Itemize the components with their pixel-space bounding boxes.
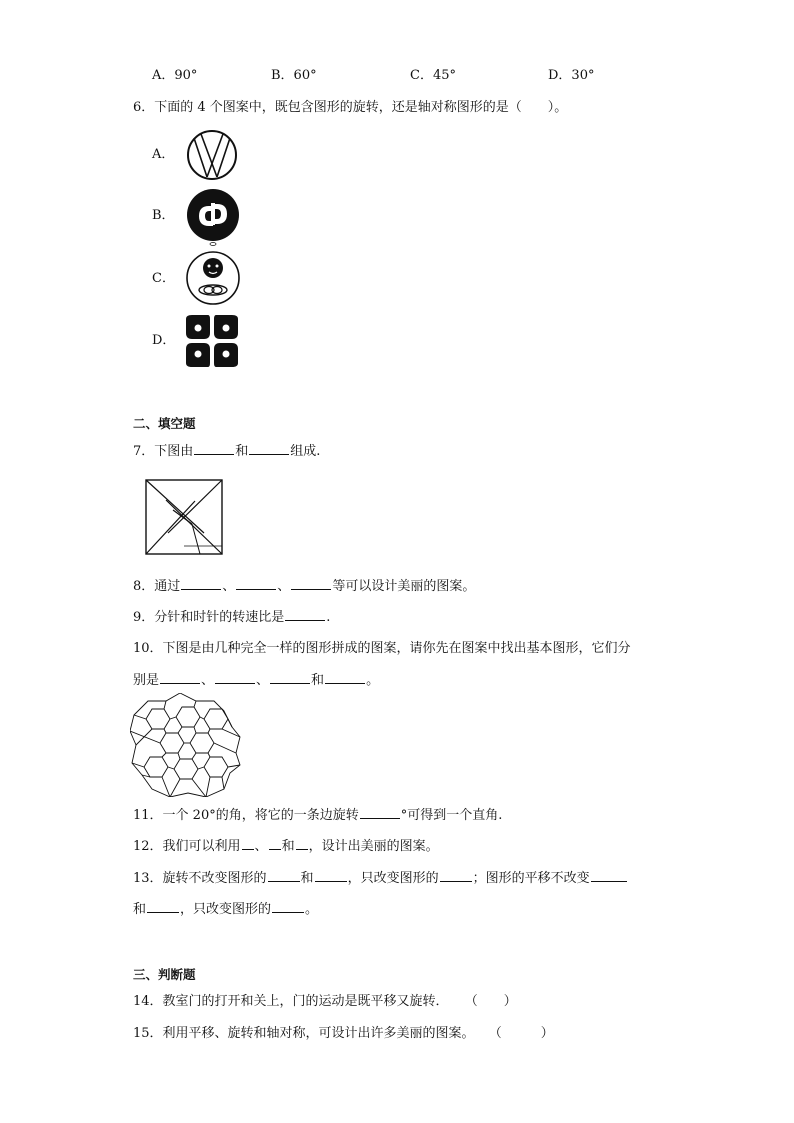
q13-text-d: ，只改变图形的 bbox=[180, 902, 272, 917]
q7-text-b: 和 bbox=[235, 444, 249, 459]
q13-blank-4[interactable] bbox=[591, 869, 627, 882]
q7-text-c: 组成. bbox=[290, 444, 321, 459]
q13-blank-1[interactable] bbox=[268, 869, 300, 882]
q13-blank-2[interactable] bbox=[315, 869, 347, 882]
q5-option-b: B．60° bbox=[271, 68, 317, 83]
q12-text-a: 12．我们可以利用 bbox=[133, 839, 241, 854]
q10-blank-4[interactable] bbox=[325, 671, 365, 684]
q10-end: 。 bbox=[366, 673, 380, 688]
q5-option-d: D．30° bbox=[548, 68, 595, 83]
q7 bbox=[133, 442, 320, 461]
q13-and-2: 和 bbox=[133, 902, 147, 917]
section-heading-true-false: 三、判断题 bbox=[133, 967, 196, 982]
section-heading-fill-in: 二、填空题 bbox=[133, 416, 196, 431]
q11 bbox=[133, 806, 502, 825]
q6-option-d-label: D． bbox=[152, 333, 176, 348]
q13-end: 。 bbox=[305, 902, 319, 917]
q13-text-a: 13．旋转不改变图形的 bbox=[133, 871, 267, 886]
q8-text-a: 8．通过 bbox=[133, 579, 181, 594]
q6-option-b-label: B． bbox=[152, 208, 175, 223]
q13-text-b: ，只改变图形的 bbox=[347, 871, 439, 886]
q13-line-1 bbox=[133, 869, 628, 888]
q8 bbox=[133, 577, 475, 596]
q9 bbox=[133, 608, 330, 627]
q13-line-2 bbox=[133, 900, 318, 919]
q10-blank-3[interactable] bbox=[270, 671, 310, 684]
q13-blank-3[interactable] bbox=[440, 869, 472, 882]
q6-stem: 6．下面的 4 个图案中，既包含图形的旋转，还是轴对称图形的是（ ）。 bbox=[133, 100, 568, 115]
q9-text-b: . bbox=[326, 610, 331, 625]
q8-blank-2[interactable] bbox=[236, 577, 276, 590]
q8-sep-2: 、 bbox=[277, 579, 291, 594]
q10-line-2 bbox=[133, 671, 379, 690]
q6-option-c-label: C． bbox=[152, 271, 175, 286]
q10-sep-2: 、 bbox=[256, 673, 270, 688]
q6-option-a-label: A． bbox=[152, 147, 175, 162]
q13-text-c: ；图形的平移不改变 bbox=[472, 871, 590, 886]
q13-blank-6[interactable] bbox=[272, 900, 304, 913]
q9-blank[interactable] bbox=[285, 608, 325, 621]
q12-blank-3[interactable] bbox=[296, 837, 308, 850]
q9-text-a: 9．分针和时针的转速比是 bbox=[133, 610, 285, 625]
q11-text-b: °可得到一个直角. bbox=[400, 808, 503, 823]
q14 bbox=[133, 993, 517, 1011]
q8-sep-1: 、 bbox=[222, 579, 236, 594]
q15-answer-paren[interactable]: （ ） bbox=[488, 1026, 554, 1041]
q13-and-1: 和 bbox=[300, 871, 314, 886]
q8-text-c: 等可以设计美丽的图案。 bbox=[332, 579, 476, 594]
q7-blank-1[interactable] bbox=[194, 442, 234, 455]
q8-blank-3[interactable] bbox=[291, 577, 331, 590]
q11-text-a: 11．一个 20°的角，将它的一条边旋转 bbox=[133, 808, 359, 823]
q7-text-a: 7．下图由 bbox=[133, 444, 194, 459]
q10-blank-1[interactable] bbox=[160, 671, 200, 684]
q10-sep-1: 、 bbox=[201, 673, 215, 688]
q12-blank-2[interactable] bbox=[269, 837, 281, 850]
q6-figure-b bbox=[185, 188, 241, 246]
q13-blank-5[interactable] bbox=[147, 900, 179, 913]
q12 bbox=[133, 837, 439, 856]
q14-answer-paren[interactable]: （ ） bbox=[464, 994, 517, 1009]
q15 bbox=[133, 1025, 554, 1043]
q10-and: 和 bbox=[311, 673, 325, 688]
q11-blank[interactable] bbox=[360, 806, 400, 819]
q10-text-a: 别是 bbox=[133, 673, 160, 688]
q10-tessellation-figure bbox=[130, 693, 242, 797]
q6-figure-d bbox=[184, 313, 240, 369]
q12-sep: 、 bbox=[254, 839, 268, 854]
q10-line-1: 10．下图是由几种完全一样的图形拼成的图案，请你先在图案中找出基本图形，它们分 bbox=[133, 641, 631, 656]
q10-blank-2[interactable] bbox=[215, 671, 255, 684]
q12-and: 和 bbox=[281, 839, 295, 854]
q12-blank-1[interactable] bbox=[242, 837, 254, 850]
q7-figure-square bbox=[144, 478, 226, 558]
q15-text: 15．利用平移、旋转和轴对称，可设计出许多美丽的图案。 bbox=[133, 1026, 475, 1041]
q5-option-c: C．45° bbox=[410, 68, 456, 83]
q12-end: ，设计出美丽的图案。 bbox=[308, 839, 439, 854]
q14-text: 14．教室门的打开和关上，门的运动是既平移又旋转． bbox=[133, 994, 449, 1009]
q6-figure-c bbox=[185, 250, 241, 306]
q6-figure-a bbox=[185, 128, 239, 182]
q7-blank-2[interactable] bbox=[249, 442, 289, 455]
q5-option-a: A．90° bbox=[152, 68, 198, 83]
q8-blank-1[interactable] bbox=[181, 577, 221, 590]
